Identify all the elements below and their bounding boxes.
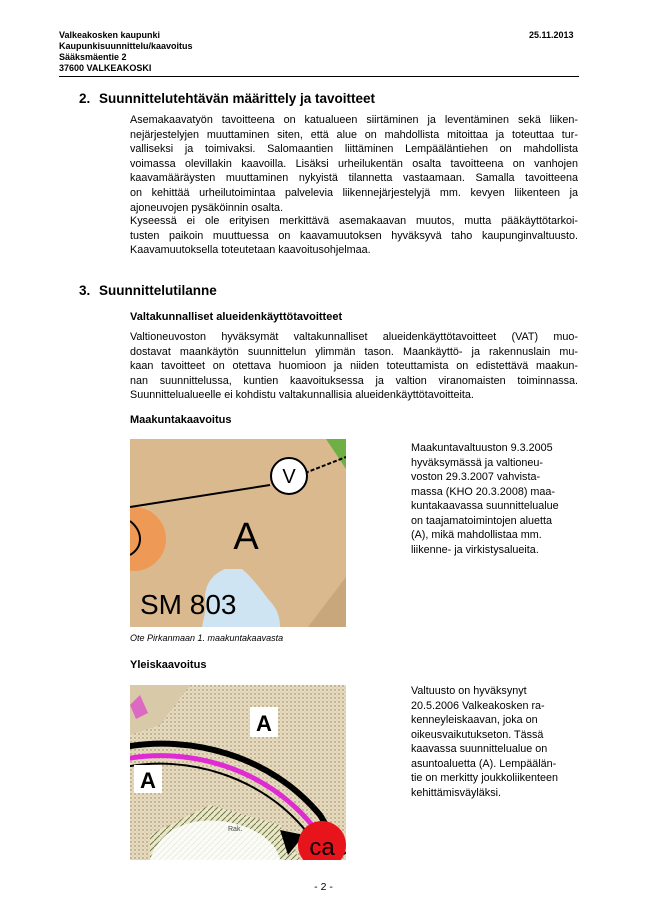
text-line: kenneyleiskaavan, joka on [411,714,538,726]
text-line: ajoneuvojen pysäköinnin osalta. [130,201,284,214]
text-line: valliseksi ja toimivaksi. Salomaantien liittäminen Lempääläntiehen on mahdollista [130,143,578,156]
postal-address: 37600 VALKEAKOSKI [59,63,152,73]
text-line: dostavat maankäytön suunnittelun ylimmän tason. Maankäyttö- ja rakennuslain mu- [130,345,578,358]
text-line: kaavassa suunnittelualue on [411,743,548,755]
text-line: Kyseessä ei ole erityisen merkittävä asemakaavan muutos, mutta pääkäyttötarkoi- [130,215,578,227]
org-name: Valkeakosken kaupunki [59,30,161,40]
text-line: voimassa olevillakin kaavoilla. Lisäksi urheilukentän osalta tavoitteena on vanhojen [130,157,578,170]
text-line: kaavamääräysten muuttaminen nykyistä tilannetta vastaamaan. Samalla tavoitteena [130,172,578,185]
text-line: massa (KHO 20.3.2008) maa- [411,485,556,498]
text-line: Suunnittelualueelle ei kohdistu valtakunnallisia alueidenkäyttötavoitteita. [130,389,474,402]
text-line: nan suunnittelussa, kuntien kaavoituksessa ja valtion viranomaisten toiminnassa. [130,374,578,387]
document-date: 25.11.2013 [529,30,574,40]
section-3-heading [79,283,217,298]
section-2-paragraph-2 [130,214,578,258]
map-label-a-top: A [256,711,272,736]
section-2-title: Suunnittelutehtävän määrittely ja tavoitteet [99,91,376,106]
text-line: kaan tavoitteet on otettava huomioon ja niiden toteuttamista on edistettävä maakun- [130,360,578,373]
map-label-v: V [282,466,296,488]
yleis-heading: Yleiskaavoitus [130,659,207,671]
department: Kaupunkisuunnittelu/kaavoitus [59,41,193,51]
text-line: asuntoaluetta (A). Lempäälän- [411,757,557,770]
map-label-ca: ca [309,834,335,860]
text-line: kuntakaavassa suunnittelualue [411,500,559,512]
text-line: on kehittää urheilutoimintaa palvelevia liikennejärjestelyjä mm. kevyen liikenteen ja [130,186,578,199]
section-3-number: 3. [79,283,91,298]
text-line: voston 29.3.2007 vahvista- [411,471,541,483]
master-plan-map [130,685,346,860]
master-plan-map-image [130,685,346,860]
text-line: Maakuntavaltuuston 9.3.2005 [411,442,553,454]
header-divider [59,76,579,77]
map-caption: Ote Pirkanmaan 1. maakuntakaavasta [130,633,284,643]
text-line: kehittämisväyläksi. [411,786,502,799]
regional-plan-map [130,439,346,627]
map-label-small: Rak. [228,826,243,833]
text-line: tusten paikoin muuttuessa on kaavamuutoksen hyväksyvä taho kaupunginvaltuusto. [130,229,578,242]
text-line: Valtuusto on hyväksynyt [411,685,527,697]
text-line: Kaavamuutoksella toteutetaan kaavoitusohjelmaa. [130,244,371,257]
street-address: Sääksmäentie 2 [59,52,127,62]
map-label-sm803: SM 803 [140,589,237,620]
vat-paragraph [130,330,578,403]
maakunta-text [411,441,559,557]
section-2-number: 2. [79,91,91,106]
text-line: nejärjestelyjen muuttaminen siten, että alue on mahdollista mitoittaa ja toteuttaa tur- [130,128,578,141]
letterhead [59,30,193,74]
regional-plan-map-image [130,439,346,627]
text-line: 20.5.2006 Valkeakosken ra- [411,699,545,712]
text-line: Asemakaavatyön tavoitteena on katualueen siirtäminen ja leventäminen sekä liiken- [130,114,578,126]
section-3-title: Suunnittelutilanne [99,283,217,298]
text-line: oikeusvaikutukseton. Tässä [411,728,544,741]
map-label-a: A [233,516,259,558]
section-2-paragraph-1 [130,113,578,215]
text-line: hyväksymässä ja valtioneu- [411,456,544,469]
page-number: - 2 - [314,881,333,893]
map-label-a-left: A [140,768,156,793]
section-2-heading [79,91,375,106]
text-line: Valtioneuvoston hyväksymät valtakunnalliset alueidenkäyttötavoitteet (VAT) muo- [130,331,578,343]
text-line: on taajamatoimintojen aluetta [411,514,553,527]
maakunta-heading: Maakuntakaavoitus [130,414,232,426]
text-line: tie on merkitty joukkoliikenteen [411,772,559,784]
vat-heading: Valtakunnalliset alueidenkäyttötavoitteet [130,311,343,323]
yleis-text [411,684,558,800]
text-line: liikenne- ja virkistysalueita. [411,543,539,556]
text-line: (A), mikä mahdollistaa mm. [411,529,542,541]
